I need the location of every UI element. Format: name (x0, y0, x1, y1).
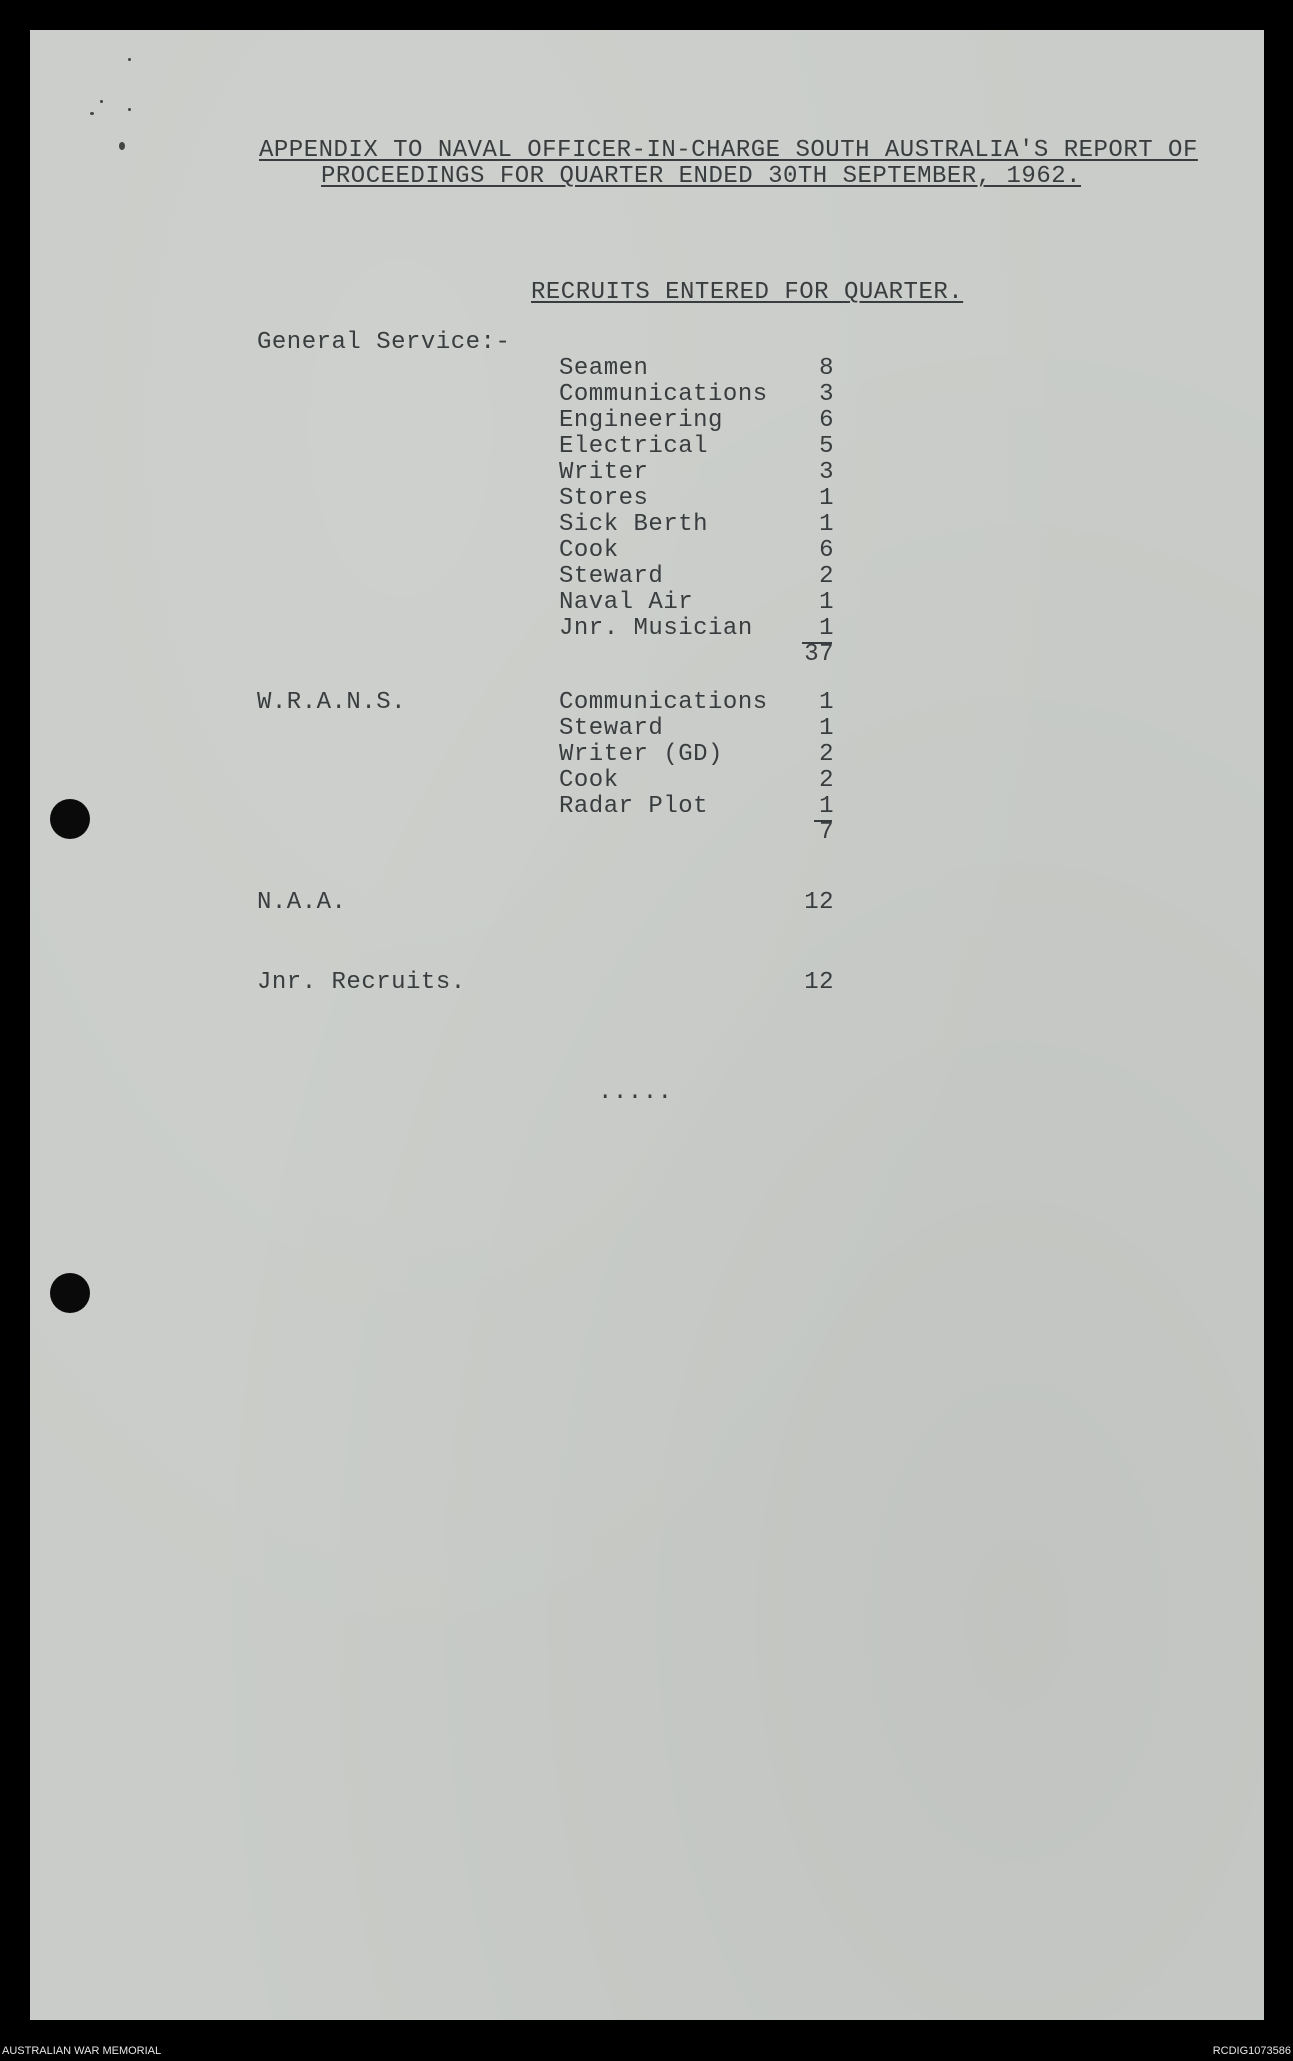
list-item-name: Writer (559, 459, 649, 486)
jnr-recruits-count: 12 (804, 969, 834, 996)
list-item-name: Steward (559, 563, 664, 590)
list-item-count: 1 (819, 511, 834, 538)
list-item-name: Writer (GD) (559, 741, 723, 768)
section-heading: RECRUITS ENTERED FOR QUARTER. (531, 279, 964, 306)
list-item-name: Communications (559, 381, 768, 408)
list-item-count: 1 (819, 793, 834, 820)
list-item-count: 2 (819, 741, 834, 768)
list-item-name: Communications (559, 689, 768, 716)
list-item-count: 6 (819, 537, 834, 564)
wrans-total: 7 (819, 819, 834, 846)
list-item-count: 1 (819, 689, 834, 716)
list-item-name: Naval Air (559, 589, 694, 616)
list-item-name: Steward (559, 715, 664, 742)
wrans-label: W.R.A.N.S. (257, 689, 407, 716)
list-item-count: 8 (819, 355, 834, 382)
punch-hole-bottom (50, 1273, 90, 1313)
list-item-count: 6 (819, 407, 834, 434)
list-item-count: 2 (819, 563, 834, 590)
list-item-count: 3 (819, 459, 834, 486)
list-item-count: 1 (819, 615, 834, 642)
list-item-name: Cook (559, 767, 619, 794)
list-item-name: Radar Plot (559, 793, 709, 820)
general-service-total: 37 (804, 641, 834, 668)
list-item-name: Seamen (559, 355, 649, 382)
list-item-name: Stores (559, 485, 649, 512)
list-item-count: 2 (819, 767, 834, 794)
staple-mark (128, 58, 131, 61)
naa-label: N.A.A. (257, 889, 347, 916)
general-service-label: General Service:- (257, 329, 511, 356)
title-line-2: PROCEEDINGS FOR QUARTER ENDED 30TH SEPTEMBER, 1962. (321, 163, 1082, 190)
list-item-name: Cook (559, 537, 619, 564)
staple-mark (128, 108, 131, 111)
list-item-name: Electrical (559, 433, 709, 460)
title-line-1: APPENDIX TO NAVAL OFFICER-IN-CHARGE SOUTH AUSTRALIA'S REPORT OF (259, 137, 1198, 164)
staple-mark (90, 112, 94, 115)
naa-count: 12 (804, 889, 834, 916)
footer-record-id: RCDIG1073586 (1212, 2045, 1291, 2057)
list-item-name: Sick Berth (559, 511, 709, 538)
punch-hole-top (50, 799, 90, 839)
list-item-count: 1 (819, 485, 834, 512)
list-item-name: Engineering (559, 407, 723, 434)
document-page (30, 30, 1264, 2020)
list-item-count: 1 (819, 589, 834, 616)
list-item-count: 5 (819, 433, 834, 460)
jnr-recruits-label: Jnr. Recruits. (257, 969, 466, 996)
end-mark: ..... (598, 1079, 673, 1106)
staple-mark (100, 100, 103, 103)
footer-archive-label: AUSTRALIAN WAR MEMORIAL (2, 2045, 162, 2057)
staple-mark (119, 142, 125, 150)
list-item-name: Jnr. Musician (559, 615, 753, 642)
list-item-count: 3 (819, 381, 834, 408)
list-item-count: 1 (819, 715, 834, 742)
